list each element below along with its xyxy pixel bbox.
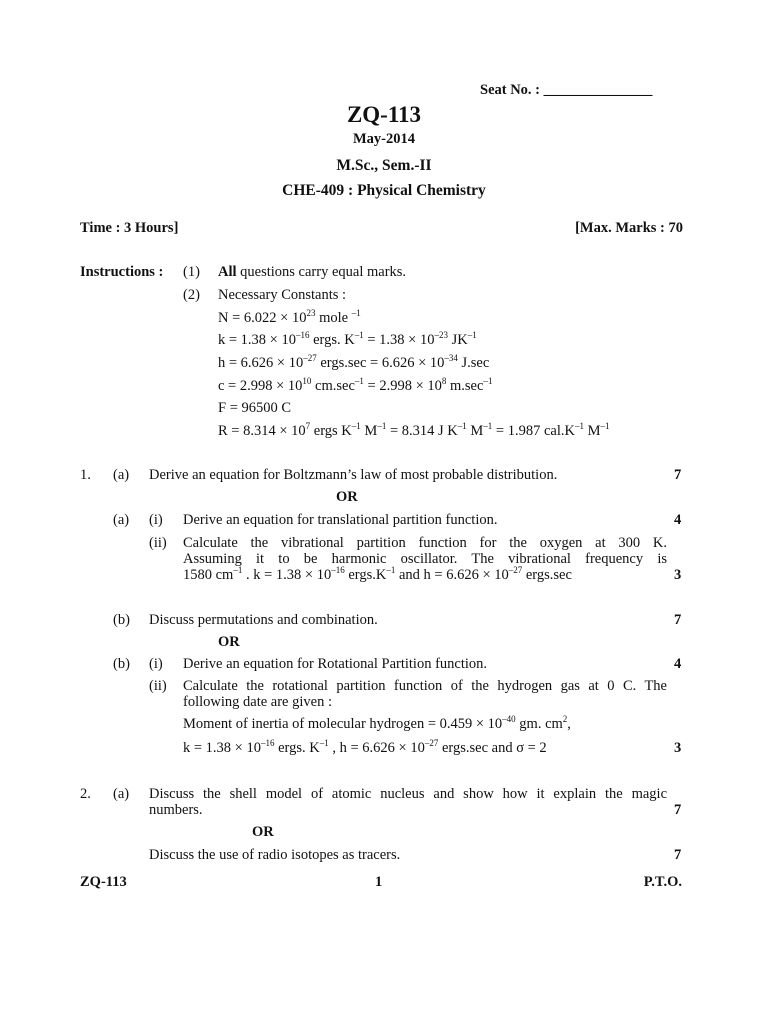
q1a-alt-i-marks: 4	[674, 512, 682, 528]
q1b-alt-i-marks: 4	[674, 656, 682, 672]
q1a-marks: 7	[674, 467, 682, 483]
q1b-alt-ii-line1: Calculate the rotational partition function of the hydrogen gas at 0 C. The	[183, 678, 667, 694]
constant-planck: $h = 6.626 \times 10^{-27}$ ergs.sec = $6.626 \times 10^{-34}$ J.sec	[218, 353, 490, 371]
course-name: M.Sc., Sem.-II	[336, 157, 432, 174]
paper-code-title: ZQ-113	[346, 102, 422, 127]
footer-page-number: 1	[375, 874, 383, 890]
q1b-alt-label: (b)	[113, 656, 130, 672]
instruction-1-text: All questions carry equal marks.	[218, 264, 407, 280]
question-1-number: 1.	[80, 467, 91, 483]
q2a-marks: 7	[674, 802, 682, 818]
q2-or: OR	[252, 824, 274, 840]
constant-boltzmann: $k = 1.38 \times 10^{-16}$ ergs. $K^{-1} = 1.38 \times 10^{-23}$ $JK^{-1}$	[218, 330, 477, 348]
instruction-2-number: (2)	[183, 287, 200, 303]
seat-number-line: Seat No. : _______________	[480, 82, 653, 98]
instruction-1-number: (1)	[183, 264, 200, 280]
q1a-alt-ii-line2: Assuming it to be harmonic oscillator. The vibrational frequency is	[183, 551, 667, 567]
q1b-label: (b)	[113, 612, 130, 628]
q1b-marks: 7	[674, 612, 682, 628]
question-2-number: 2.	[80, 786, 91, 802]
subject-name: CHE-409 : Physical Chemistry	[282, 182, 486, 199]
q2a-alt-text: Discuss the use of radio isotopes as tracers.	[149, 847, 401, 863]
q1a-alt-i-label: (i)	[149, 512, 163, 528]
constant-faraday: F = 96500 C	[218, 400, 292, 416]
q1b-alt-ii-line3: Moment of inertia of molecular hydrogen = $0.459 \times 10^{-40}$ gm. $cm^2$,	[183, 714, 571, 732]
q1b-alt-ii-marks: 3	[674, 740, 682, 756]
q1a-text: Derive an equation for Boltzmann’s law of most probable distribution.	[149, 467, 558, 483]
q1b-alt-i-label: (i)	[149, 656, 163, 672]
q1b-text: Discuss permutations and combination.	[149, 612, 378, 628]
q2a-label: (a)	[113, 786, 130, 802]
q1b-alt-i-text: Derive an equation for Rotational Partition function.	[183, 656, 488, 672]
q1a-alt-ii-label: (ii)	[149, 535, 167, 551]
q1b-alt-ii-label: (ii)	[149, 678, 167, 694]
instruction-2-text: Necessary Constants :	[218, 287, 347, 303]
instructions-label: Instructions :	[80, 264, 164, 280]
q2a-line2: numbers.	[149, 802, 203, 818]
q1a-alt-label: (a)	[113, 512, 130, 528]
q1-or-2: OR	[218, 634, 240, 650]
q1a-alt-ii-marks: 3	[674, 567, 682, 583]
time-label: Time : 3 Hours]	[80, 220, 179, 236]
q1b-alt-ii-line2: following date are given :	[183, 694, 332, 710]
q1-or-1: OR	[336, 489, 358, 505]
max-marks-label: [Max. Marks : 70	[575, 220, 683, 236]
footer-pto: P.T.O.	[643, 874, 682, 890]
constant-light-speed: $c = 2.998 \times 10^{10}$ $cm.\sec^{-1} = 2.998 \times 10^8$ $m.\sec^{-1}$	[218, 376, 493, 394]
exam-date: May-2014	[352, 131, 415, 147]
q1a-alt-ii-line3: 1580 $cm^{-1}$ . $k = 1.38 \times 10^{-16}$ $ergs.K^{-1}$ and $h = 6.626 \times 10^{-27}$ ergs.sec	[183, 565, 572, 583]
constant-gas: $R = 8.314 \times 10^7$ ergs $K^{-1}$ $M^{-1} = 8.314$ J $K^{-1}$ $M^{-1} = 1.987$ $cal.K^{-1}$ $M^{-1}$	[218, 421, 610, 439]
q2a-line1: Discuss the shell model of atomic nucleus and show how it explain the magic	[149, 786, 667, 802]
q2a-alt-marks: 7	[674, 847, 682, 863]
q1a-alt-i-text: Derive an equation for translational partition function.	[183, 512, 498, 528]
q1a-alt-ii-line1: Calculate the vibrational partition function for the oxygen at 300 K.	[183, 535, 667, 551]
q1a-label: (a)	[113, 467, 130, 483]
constant-avogadro: $N = 6.022 \times 10^{23}$ mole $^{-1}$	[218, 308, 361, 326]
q1b-alt-ii-line4: $k = 1.38 \times 10^{-16}$ ergs. $K^{-1}$ , $h = 6.626 \times 10^{-27}$ ergs.sec and σ = 2	[183, 738, 547, 756]
footer-code: ZQ-113	[80, 874, 127, 890]
